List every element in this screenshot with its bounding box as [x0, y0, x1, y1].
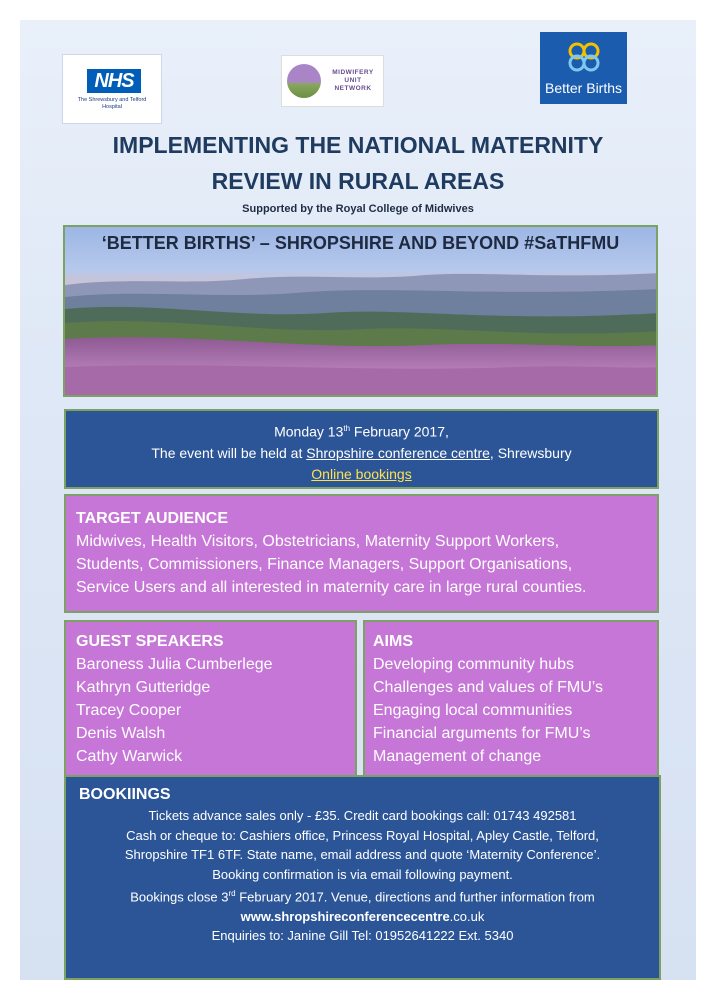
enquiries-line: Enquiries to: Janine Gill Tel: 01952641222 Ext. 5340	[211, 928, 514, 944]
audience-line: Service Users and all interested in maternity care in large rural counties.	[76, 579, 587, 596]
target-audience-box	[64, 494, 659, 613]
nhs-trust-name: The Shrewsbury and Telford Hospital	[77, 97, 147, 110]
nhs-logo	[62, 54, 162, 124]
banner-heading: ‘BETTER BIRTHS’ – SHROPSHIRE AND BEYOND #SaTHFMU	[101, 233, 620, 253]
aim-item: Challenges and values of FMU’s	[373, 679, 604, 696]
event-date: Monday 13th February 2017,	[274, 423, 449, 440]
aim-item: Engaging local communities	[373, 702, 573, 719]
subtitle: Supported by the Royal College of Midwives	[242, 203, 474, 215]
mun-line-3: NETWORK	[334, 85, 372, 92]
landscape-banner	[63, 225, 658, 397]
bookings-price-line: Tickets advance sales only - £35. Credit card bookings call: 01743 492581	[148, 808, 577, 823]
bookings-close-line: Bookings close 3rd February 2017. Venue, directions and further information from	[130, 889, 595, 905]
guest-speakers-heading: GUEST SPEAKERS	[76, 633, 224, 650]
online-bookings-link[interactable]: Online bookings	[311, 465, 412, 482]
audience-line: Students, Commissioners, Finance Managers, Support Organisations,	[76, 556, 573, 573]
nhs-mark: NHS	[87, 69, 141, 93]
aim-item: Developing community hubs	[373, 656, 574, 673]
bookings-box	[64, 775, 661, 980]
guest-speakers-box	[64, 620, 357, 778]
audience-line: Midwives, Health Visitors, Obstetricians, Maternity Support Workers,	[76, 533, 560, 550]
speaker-item: Cathy Warwick	[76, 748, 183, 765]
linked-rings-icon	[540, 40, 627, 79]
speaker-item: Denis Walsh	[76, 725, 166, 742]
aims-box	[363, 620, 659, 778]
speaker-item: Tracey Cooper	[76, 702, 182, 719]
speaker-item: Baroness Julia Cumberlege	[76, 656, 273, 673]
title-line-2: REVIEW IN RURAL AREAS	[211, 168, 505, 194]
bookings-address-line: Shropshire TF1 6TF. State name, email address and quote ‘Maternity Conference’.	[124, 847, 601, 862]
title-line-1: IMPLEMENTING THE NATIONAL MATERNITY	[112, 132, 604, 158]
better-births-logo	[540, 32, 627, 104]
venue-link[interactable]: Shropshire conference centre	[306, 444, 490, 461]
event-venue: The event will be held at Shropshire conference centre, Shrewsbury	[151, 444, 572, 461]
bookings-heading: BOOKIINGS	[79, 786, 171, 803]
bookings-cash-line: Cash or cheque to: Cashiers office, Princess Royal Hospital, Apley Castle, Telford,	[126, 827, 599, 843]
better-births-wordmark: Better Births	[544, 80, 623, 96]
aim-item: Management of change	[373, 748, 542, 765]
midwifery-emblem-icon	[287, 64, 321, 98]
aim-item: Financial arguments for FMU’s	[373, 725, 591, 742]
mun-line-1: MIDWIFERY	[332, 69, 374, 76]
event-details	[64, 409, 659, 489]
aims-heading: AIMS	[373, 633, 413, 650]
mun-line-2: UNIT	[344, 77, 362, 84]
website-link[interactable]: www.shropshireconferencecentre.co.uk	[240, 908, 485, 924]
midwifery-unit-network-logo	[281, 55, 384, 107]
target-audience-heading: TARGET AUDIENCE	[76, 510, 228, 527]
speaker-item: Kathryn Gutteridge	[76, 679, 211, 696]
bookings-confirmation-line: Booking confirmation is via email following payment.	[212, 866, 513, 882]
poster	[20, 20, 696, 980]
